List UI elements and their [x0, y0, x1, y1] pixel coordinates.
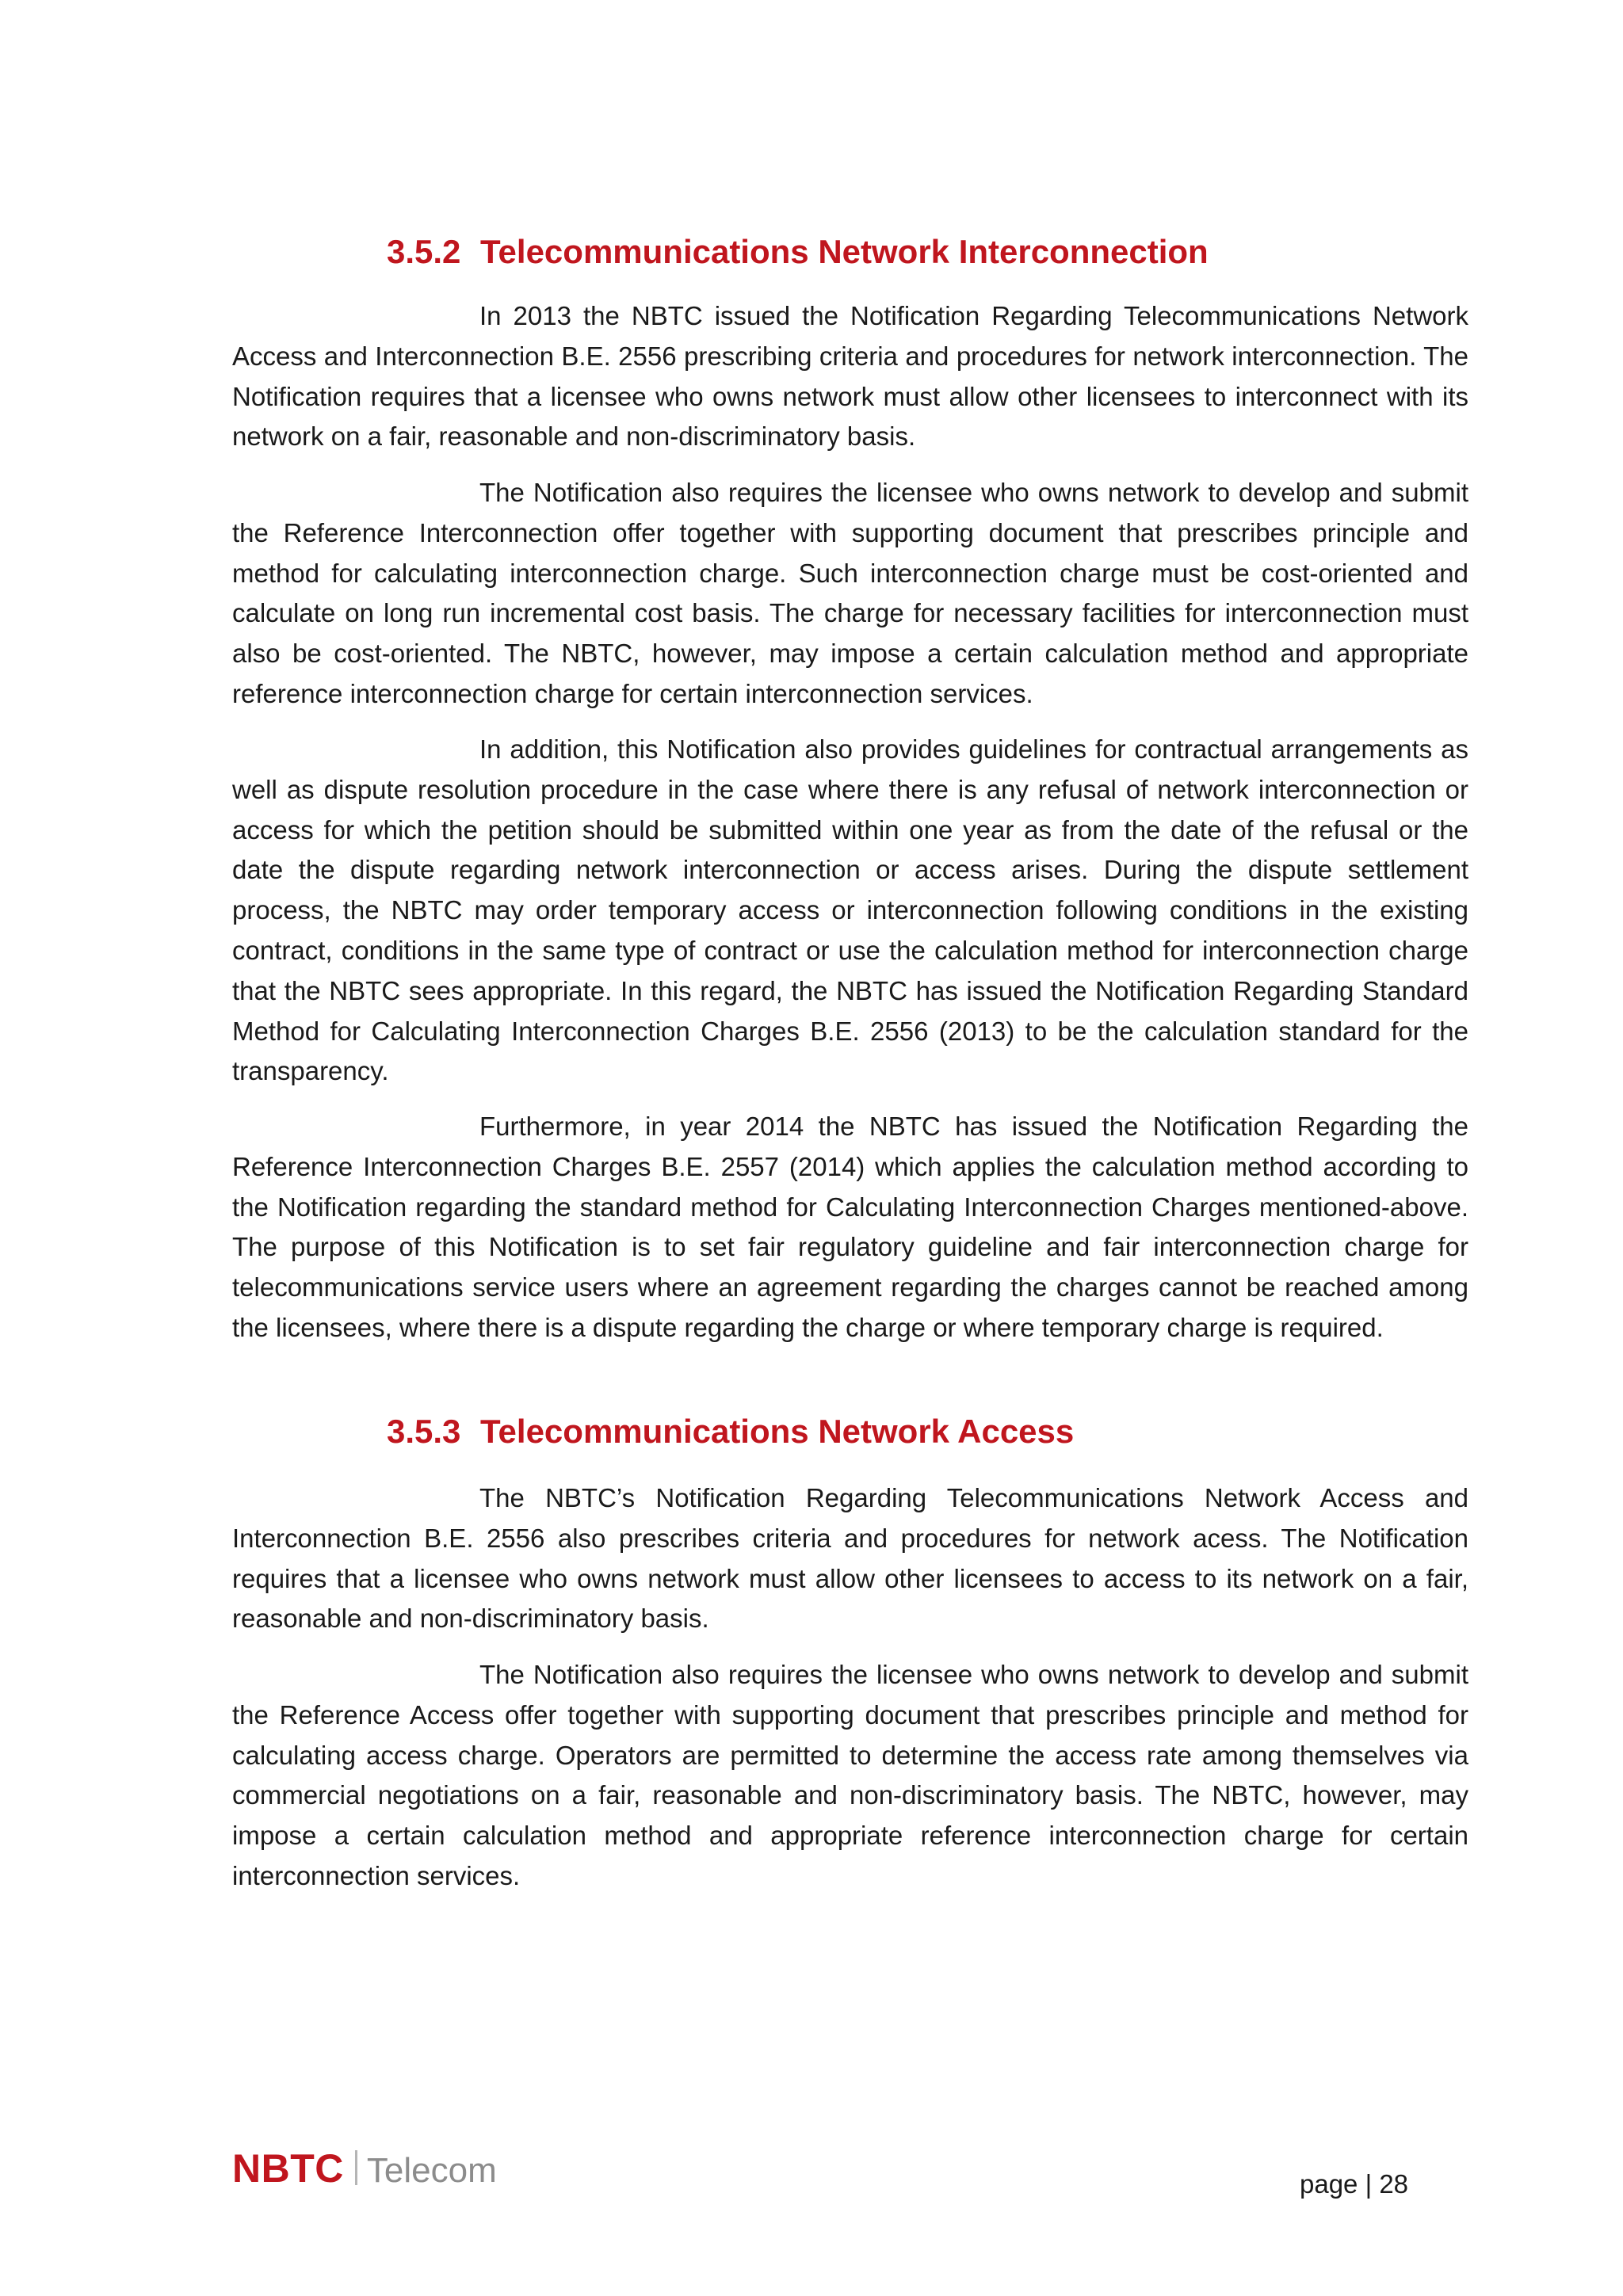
brand-divider [355, 2150, 357, 2185]
nbtc-telecom-logo [232, 2146, 497, 2191]
paragraph: Furthermore, in year 2014 the NBTC has issued the Notification Regarding the Reference Interconnection Charges B.E. 2557 (2014) which applies the calculation method according to the Notification regarding the standard method for Calculating Interconnection Charges mentioned-above. The purpose of this Notification is to set fair regulatory guideline and fair interconnection charge for telecommunications service users where an agreement regarding the charges cannot be reached among the licensees, where there is a dispute regarding the charge or where temporary charge is required. [232, 1112, 1468, 1342]
paragraph: The Notification also requires the licensee who owns network to develop and submit the Reference Interconnection offer together with supporting document that prescribes principle and method for calculating interconnection charge. Such interconnection charge must be cost-oriented and calculate on long run incremental cost basis. The charge for necessary facilities for interconnection must also be cost-oriented. The NBTC, however, may impose a certain calculation method and appropriate reference interconnection charge for certain interconnection services. [232, 478, 1468, 708]
paragraph: In 2013 the NBTC issued the Notification Regarding Telecommunications Network Access and Interconnection B.E. 2556 prescribing criteria and procedures for network interconnection. The Notification requires that a licensee who owns network must allow other licensees to interconnect with its network on a fair, reasonable and non-discriminatory basis. [232, 301, 1468, 452]
section-heading-3-5-3 [387, 1413, 1074, 1451]
section-title: Telecommunications Network Interconnection [480, 233, 1209, 270]
page-number: page | 28 [1300, 2169, 1409, 2199]
paragraph: In addition, this Notification also provides guidelines for contractual arrangements as well as dispute resolution procedure in the case where there is any refusal of network interconnection or access for which the petition should be submitted within one year as from the date of the refusal or the date the dispute regarding network interconnection or access arises. During the dispute settlement process, the NBTC may order temporary access or interconnection following conditions in the existing contract, conditions in the same type of contract or use the calculation method for interconnection charge that the NBTC sees appropriate. In this regard, the NBTC has issued the Notification Regarding Standard Method for Calculating Interconnection Charges B.E. 2556 (2013) to be the calculation standard for the transparency. [232, 734, 1468, 1086]
brand-secondary: Telecom [366, 2151, 497, 2190]
section-number: 3.5.2 [387, 233, 461, 270]
paragraph: The NBTC’s Notification Regarding Telecommunications Network Access and Interconnection B.E. 2556 also prescribes criteria and procedures for network acess. The Notification requires that a licensee who owns network must allow other licensees to access to its network on a fair, reasonable and non-discriminatory basis. [232, 1483, 1468, 1634]
section-title: Telecommunications Network Access [480, 1413, 1075, 1450]
paragraph: The Notification also requires the licensee who owns network to develop and submit the Reference Access offer together with supporting document that prescribes principle and method for calculating access charge. Operators are permitted to determine the access rate among themselves via commercial negotiations on a fair, reasonable and non-discriminatory basis. The NBTC, however, may impose a certain calculation method and appropriate reference interconnection charge for certain interconnection services. [232, 1660, 1468, 1890]
section-number: 3.5.3 [387, 1413, 461, 1450]
brand-primary: NBTC [232, 2146, 344, 2191]
section-heading-3-5-2 [387, 233, 1209, 271]
